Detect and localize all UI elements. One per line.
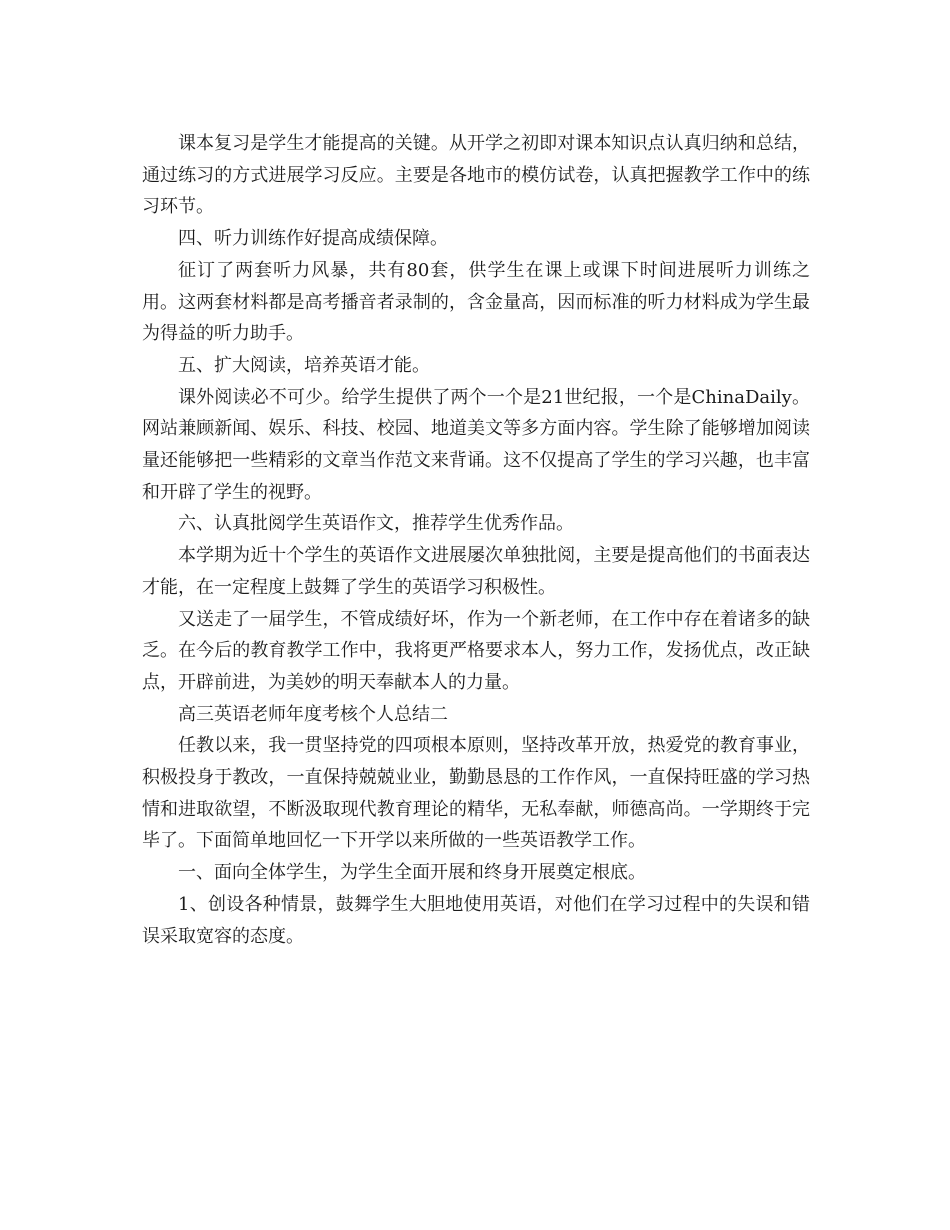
document-body [142,128,810,952]
paragraph-2: 征订了两套听力风暴，共有80套，供学生在课上或课下时间进展听力训练之用。这两套材料都是高考播音者录制的，含金量高，因而标准的听力材料成为学生最为得益的听力助手。 [142,259,810,345]
section-heading-6: 六、认真批阅学生英语作文，推荐学生优秀作品。 [178,513,574,535]
paragraph-1: 课本复习是学生才能提高的关键。从开学之初即对课本知识点认真归纳和总结，通过练习的方式进展学习反应。主要是各地市的模仿试卷，认真把握教学工作中的练习环节。 [142,133,810,218]
paragraph-7: 1、创设各种情景，鼓舞学生大胆地使用英语，对他们在学习过程中的失误和错误采取宽容的态度。 [142,893,810,947]
paragraph-4: 本学期为近十个学生的英语作文进展屡次单独批阅，主要是提高他们的书面表达才能，在一定程度上鼓舞了学生的英语学习积极性。 [142,545,810,598]
section-heading-4: 四、听力训练作好提高成绩保障。 [178,228,448,250]
paragraph-3: 课外阅读必不可少。给学生提供了两个一个是21世纪报，一个是ChinaDaily。网站兼顾新闻、娱乐、科技、校园、地道美文等多方面内容。学生除了能够增加阅读量还能够把一些精彩的文章当作范文来背诵。这不仅提高了学生的学习兴趣，也丰富和开辟了学生的视野。 [142,386,810,503]
document-subtitle: 高三英语老师年度考核个人总结二 [178,703,448,725]
paragraph-5: 又送走了一届学生，不管成绩好坏，作为一个新老师，在工作中存在着诸多的缺乏。在今后的教育教学工作中，我将更严格要求本人，努力工作，发扬优点，改正缺点，开辟前进，为美妙的明天奉献本人的力量。 [142,608,810,693]
paragraph-6: 任教以来，我一贯坚持党的四项根本原则，坚持改革开放，热爱党的教育事业，积极投身于教改，一直保持兢兢业业，勤勤恳恳的工作作风，一直保持旺盛的学习热情和进取欲望，不断汲取现代教育理论的精华，无私奉献，师德高尚。一学期终于完毕了。下面简单地回忆一下开学以来所做的一些英语教学工作。 [142,735,810,852]
section-heading-1: 一、面向全体学生，为学生全面开展和终身开展奠定根底。 [178,862,646,884]
section-heading-5: 五、扩大阅读，培养英语才能。 [178,354,430,376]
